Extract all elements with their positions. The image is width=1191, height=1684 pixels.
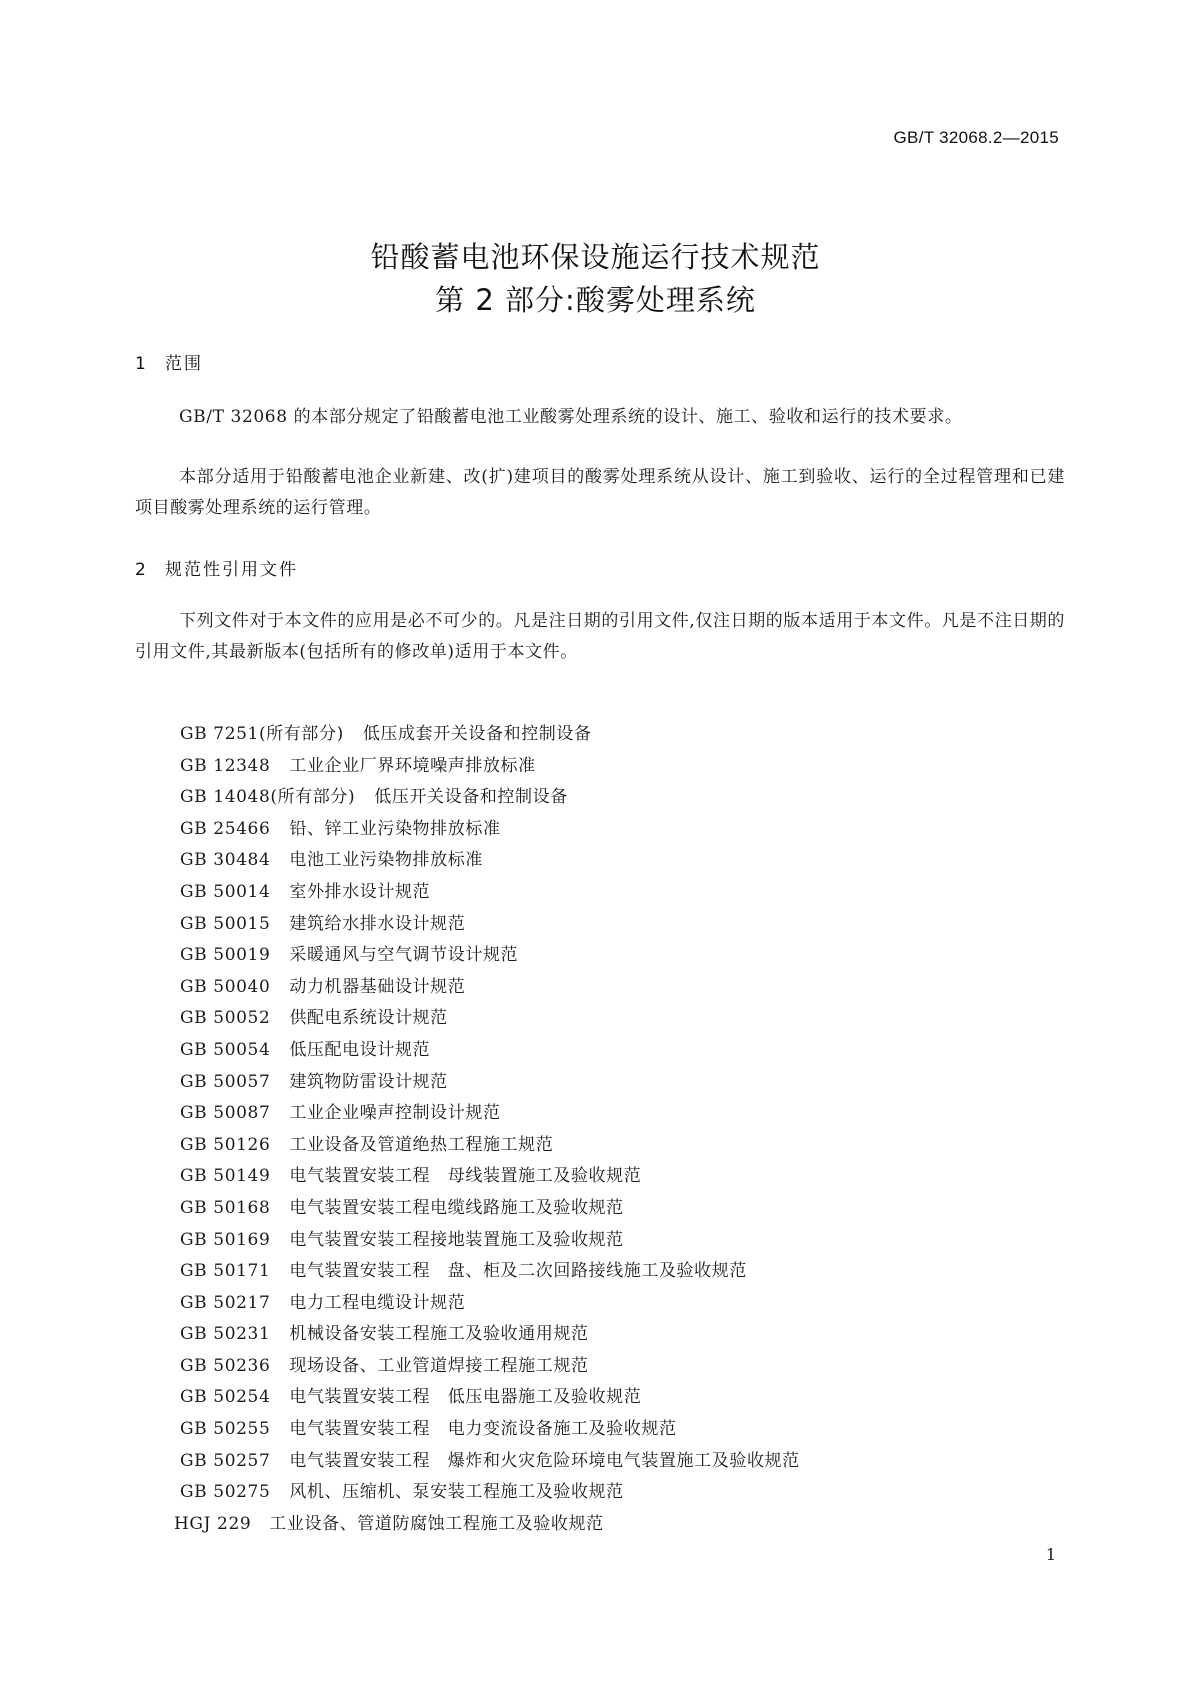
section-number: 2: [135, 560, 146, 580]
reference-item: [180, 1351, 1060, 1383]
section-number: 1: [135, 354, 146, 374]
reference-code: GB 50169: [180, 1229, 271, 1250]
reference-item: [180, 940, 1060, 972]
reference-code: GB 50087: [180, 1103, 271, 1124]
reference-code: GB 25466: [180, 818, 271, 839]
reference-item: [180, 1288, 1060, 1320]
reference-title: 电气装置安装工程 电力变流设备施工及验收规范: [289, 1419, 677, 1440]
reference-title: 动力机器基础设计规范: [289, 976, 466, 997]
reference-code: GB 50217: [180, 1292, 271, 1313]
reference-code: GB 50236: [180, 1355, 271, 1376]
reference-item: [180, 751, 1060, 783]
reference-title: 电气装置安装工程 盘、柜及二次回路接线施工及验收规范: [289, 1261, 747, 1282]
reference-title: 机械设备安装工程施工及验收通用规范: [289, 1324, 589, 1345]
reference-title: 低压配电设计规范: [289, 1039, 431, 1060]
document-title-line1: 铅酸蓄电池环保设施运行技术规范: [370, 240, 821, 274]
normative-references-list: [174, 719, 1060, 1540]
page-number: 1: [1045, 1545, 1056, 1564]
reference-code: GB 7251(所有部分): [180, 724, 344, 744]
reference-code: GB 50254: [180, 1387, 271, 1408]
reference-item: [180, 877, 1060, 909]
reference-item: [180, 909, 1060, 941]
reference-item: [180, 1193, 1060, 1225]
reference-title: 低压开关设备和控制设备: [374, 787, 568, 808]
reference-title: 电气装置安装工程 低压电器施工及验收规范: [289, 1387, 642, 1408]
reference-code: GB 50255: [180, 1419, 271, 1440]
reference-title: 工业设备、管道防腐蚀工程施工及验收规范: [269, 1513, 604, 1534]
reference-title: 供配电系统设计规范: [289, 1008, 448, 1029]
reference-item: [180, 1003, 1060, 1035]
reference-item: [180, 719, 1060, 751]
reference-code: GB 30484: [180, 850, 271, 871]
document-title-line2: 第 2 部分:酸雾处理系统: [435, 283, 756, 317]
reference-title: 现场设备、工业管道焊接工程施工规范: [289, 1355, 589, 1376]
reference-item: [180, 1414, 1060, 1446]
reference-item: [180, 1130, 1060, 1162]
reference-item: [180, 1161, 1060, 1193]
reference-item: [180, 1256, 1060, 1288]
reference-title: 电气装置安装工程电缆线路施工及验收规范: [289, 1197, 624, 1218]
reference-code: GB 50275: [180, 1482, 271, 1503]
reference-title: 电气装置安装工程 爆炸和火灾危险环境电气装置施工及验收规范: [289, 1450, 800, 1471]
reference-code: GB 50171: [180, 1261, 271, 1282]
reference-code: HGJ 229: [174, 1513, 252, 1534]
reference-code: GB 50126: [180, 1134, 271, 1155]
reference-code: GB 50231: [180, 1324, 271, 1345]
reference-code: GB 50054: [180, 1039, 271, 1060]
reference-title: 铅、锌工业污染物排放标准: [289, 818, 501, 839]
reference-title: 室外排水设计规范: [289, 881, 431, 902]
reference-code: GB 14048(所有部分): [180, 787, 356, 808]
reference-code: GB 50257: [180, 1450, 271, 1471]
reference-item: [180, 1067, 1060, 1099]
reference-code: GB 50040: [180, 976, 271, 997]
reference-item: [180, 1225, 1060, 1257]
standard-code-header: GB/T 32068.2—2015: [893, 128, 1059, 147]
scope-paragraph-1: GB/T 32068 的本部分规定了铅酸蓄电池工业酸雾处理系统的设计、施工、验收和运行的技术要求。: [179, 407, 963, 427]
reference-code: GB 50052: [180, 1008, 271, 1029]
reference-item: [180, 972, 1060, 1004]
reference-code: GB 50019: [180, 945, 271, 966]
reference-code: GB 50014: [180, 881, 271, 902]
reference-item: [180, 1446, 1060, 1478]
reference-title: 采暖通风与空气调节设计规范: [289, 945, 519, 966]
reference-title: 建筑给水排水设计规范: [289, 913, 466, 934]
reference-item: [180, 845, 1060, 877]
reference-title: 风机、压缩机、泵安装工程施工及验收规范: [289, 1482, 624, 1503]
reference-title: 工业企业噪声控制设计规范: [289, 1103, 501, 1124]
reference-title: 电气装置安装工程接地装置施工及验收规范: [289, 1229, 624, 1250]
reference-title: 建筑物防雷设计规范: [289, 1071, 448, 1092]
reference-title: 电池工业污染物排放标准: [289, 850, 483, 871]
reference-item: [180, 1382, 1060, 1414]
reference-item: [174, 1509, 1060, 1541]
section-1-heading: [135, 349, 203, 374]
reference-title: 电气装置安装工程 母线装置施工及验收规范: [289, 1166, 642, 1187]
reference-item: [180, 1098, 1060, 1130]
reference-code: GB 50015: [180, 913, 271, 934]
reference-title: 工业企业厂界环境噪声排放标准: [289, 755, 536, 776]
reference-title: 工业设备及管道绝热工程施工规范: [289, 1134, 554, 1155]
section-title: 范围: [165, 354, 203, 374]
reference-item: [180, 814, 1060, 846]
reference-code: GB 12348: [180, 755, 271, 776]
reference-item: [180, 1035, 1060, 1067]
reference-code: GB 50168: [180, 1197, 271, 1218]
reference-item: [180, 1477, 1060, 1509]
reference-item: [180, 782, 1060, 814]
reference-code: GB 50149: [180, 1166, 271, 1187]
section-2-heading: [135, 555, 298, 580]
normative-references-intro: 下列文件对于本文件的应用是必不可少的。凡是注日期的引用文件,仅注日期的版本适用于本文件。凡是不注日期的引用文件,其最新版本(包括所有的修改单)适用于本文件。: [135, 611, 1066, 662]
scope-paragraph-2: 本部分适用于铅酸蓄电池企业新建、改(扩)建项目的酸雾处理系统从设计、施工到验收、运行的全过程管理和已建项目酸雾处理系统的运行管理。: [135, 467, 1065, 518]
section-title: 规范性引用文件: [165, 560, 298, 580]
reference-code: GB 50057: [180, 1071, 271, 1092]
reference-item: [180, 1319, 1060, 1351]
reference-title: 低压成套开关设备和控制设备: [362, 724, 592, 744]
reference-title: 电力工程电缆设计规范: [289, 1292, 466, 1313]
